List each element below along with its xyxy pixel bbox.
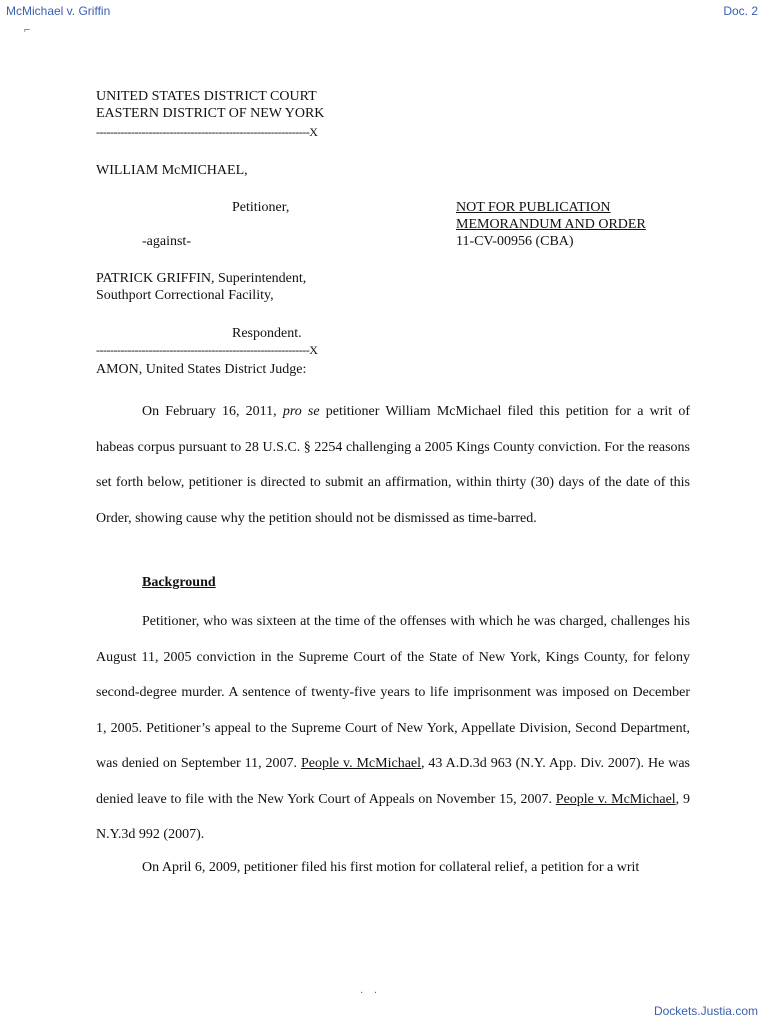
petitioner-name: WILLIAM McMICHAEL,: [96, 163, 248, 178]
scan-artifact: ⌐: [24, 24, 31, 36]
collateral-paragraph: On April 6, 2009, petitioner filed his first motion for collateral relief, a petition for a writ: [142, 860, 640, 875]
intro-text-1: On February 16, 2011,: [142, 404, 283, 419]
case-title-link[interactable]: McMichael v. Griffin: [6, 4, 111, 18]
doc-number-link[interactable]: Doc. 2: [723, 4, 758, 18]
justia-source-link[interactable]: Dockets.Justia.com: [653, 1004, 758, 1018]
petitioner-role: Petitioner,: [232, 200, 290, 215]
respondent-facility: Southport Correctional Facility,: [96, 288, 274, 303]
caption-separator-top: -------------------------------------------------------------X: [96, 125, 318, 139]
against-label: -against-: [142, 234, 191, 249]
case-number: 11-CV-00956 (CBA): [456, 234, 574, 249]
page-mark: · ·: [360, 988, 382, 999]
caption-block: [96, 88, 690, 122]
document-type: MEMORANDUM AND ORDER: [456, 217, 646, 232]
respondent-name: PATRICK GRIFFIN, Superintendent,: [96, 271, 307, 286]
publication-status: NOT FOR PUBLICATION: [456, 200, 611, 215]
intro-paragraph: [96, 394, 690, 536]
background-paragraph: [96, 604, 690, 853]
citation-1: People v. McMichael: [300, 756, 422, 771]
background-text-1: Petitioner, who was sixteen at the time of the offenses with which he was charged, challenges his August 11, 2005 conviction in the Supreme Court of the State of New York, Kings County, for felony second-degree murder. A sentence of twenty-five years to life imprisonment was imposed on December 1, 2005. Petitioner’s appeal to the Supreme Court of New York, Appellate Division, Second Department, was denied on September 11, 2007.: [96, 614, 690, 771]
background-text-3: , 9 N.Y.3d 992 (2007).: [96, 791, 690, 842]
background-text-2: , 43 A.D.3d 963 (N.Y. App. Div. 2007). He was denied leave to file with the New York Court of Appeals on November 15, 2007.: [96, 756, 690, 807]
background-heading: Background: [142, 575, 216, 590]
citation-2: People v. McMichael: [555, 791, 676, 807]
court-name: UNITED STATES DISTRICT COURT: [96, 89, 317, 104]
pro-se-italic: pro se: [282, 404, 320, 419]
respondent-role: Respondent.: [232, 326, 302, 341]
court-district: EASTERN DISTRICT OF NEW YORK: [96, 106, 325, 121]
intro-text-2: petitioner William McMichael filed this petition for a writ of habeas corpus pursuant to 28 U.S.C. § 2254 challenging a 2005 Kings County conviction. For the reasons set forth below, petitioner is directed to submit an affirmation, within thirty (30) days of the date of this Order, showing cause why the petition should not be dismissed as time-barred.: [96, 404, 690, 526]
caption-separator-bottom: -------------------------------------------------------------X: [96, 343, 318, 357]
judge-line: AMON, United States District Judge:: [96, 362, 307, 377]
